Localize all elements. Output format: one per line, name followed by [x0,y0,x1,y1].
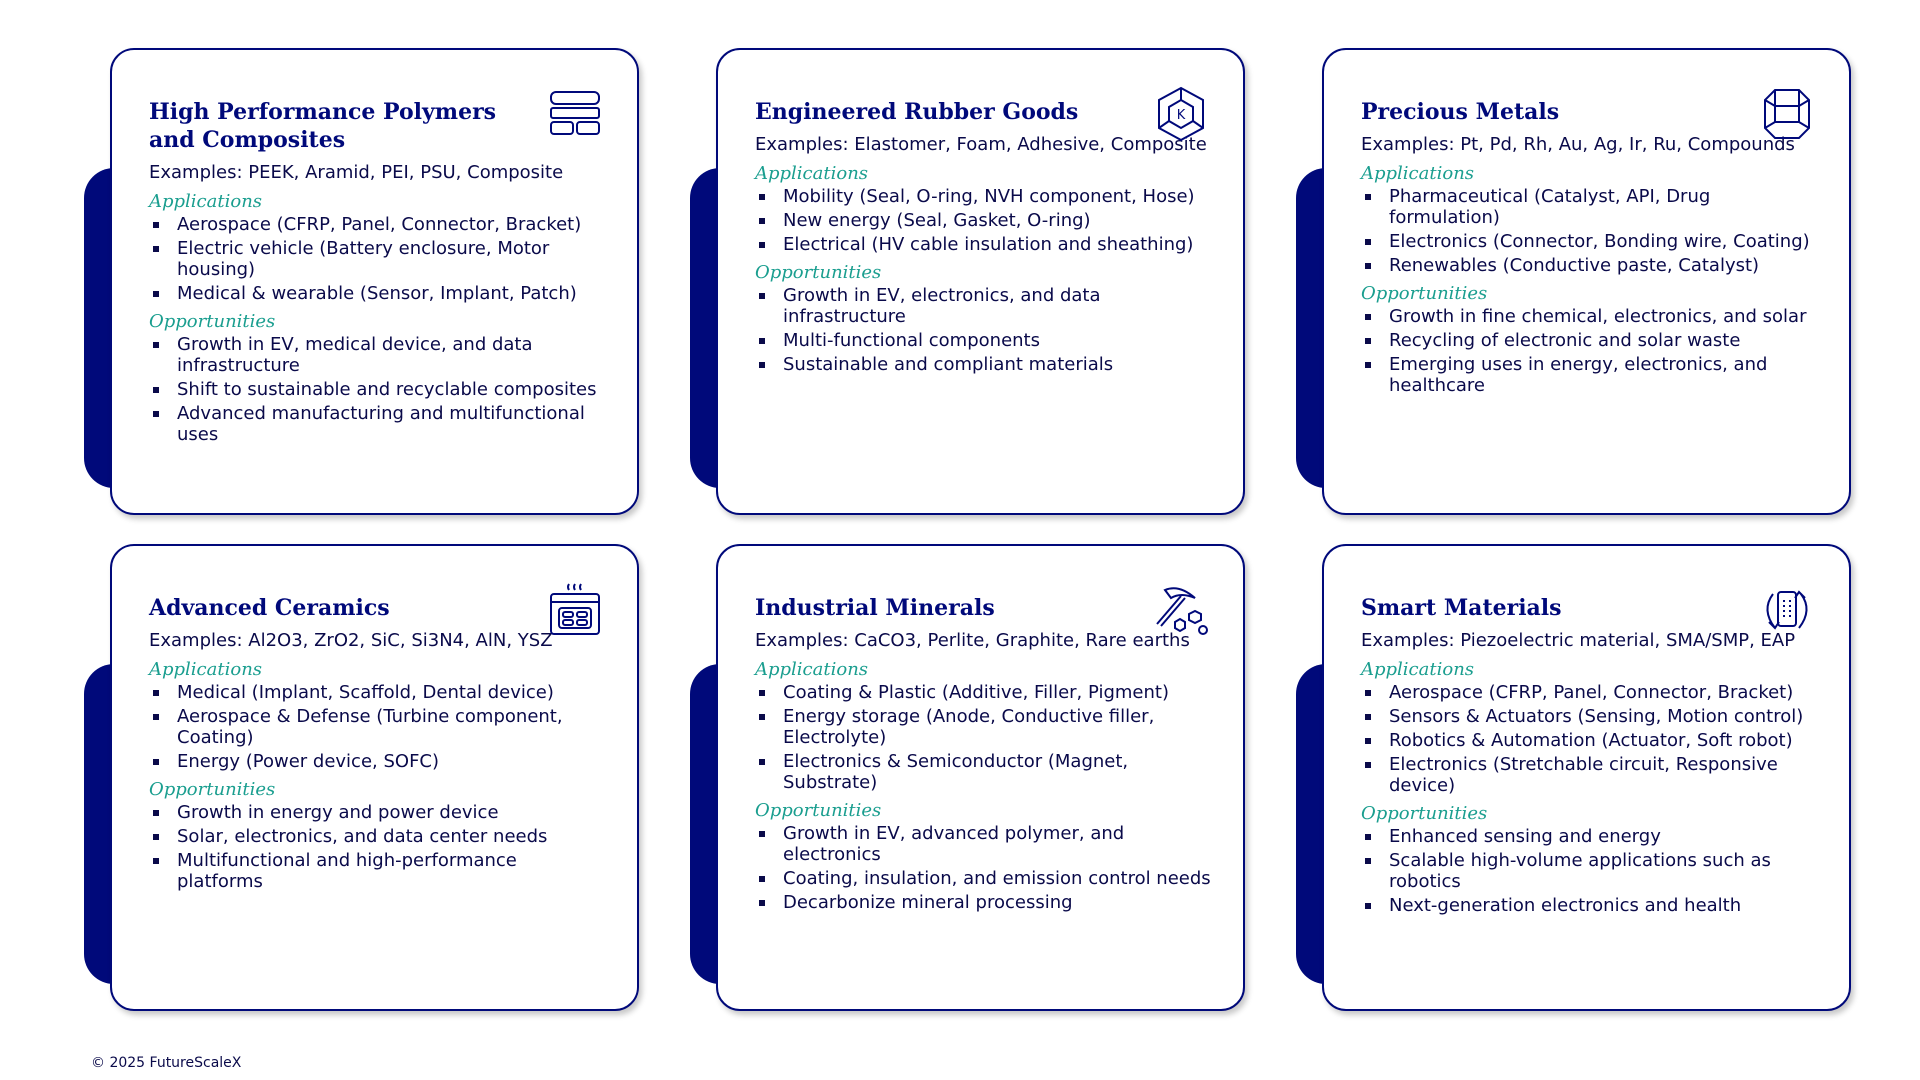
list-item: Electronics & Semiconductor (Magnet, Substrate) [755,751,1213,793]
card-smart-materials [1296,544,1851,1011]
applications-heading: Applications [755,659,869,680]
pickaxe-icon [1151,580,1211,640]
list-item: Medical (Implant, Scaffold, Dental device) [149,682,607,703]
card-minerals [690,544,1245,1011]
applications-list [1361,186,1819,276]
card-examples: Examples: Al2O3, ZrO2, SiC, Si3N4, AlN, YSZ [149,630,553,651]
card-body [716,544,1245,1011]
layers-icon [545,84,605,144]
list-item: Shift to sustainable and recyclable composites [149,379,607,400]
smart-device-icon [1757,580,1817,640]
opportunities-list [1361,826,1819,916]
applications-list [149,214,607,304]
kiln-icon [545,580,605,640]
list-item: Electronics (Connector, Bonding wire, Coating) [1361,231,1819,252]
card-title: Engineered Rubber Goods [755,99,1079,125]
opportunities-list [1361,306,1819,396]
list-item: Coating, insulation, and emission control needs [755,868,1213,889]
card-examples: Examples: Elastomer, Foam, Adhesive, Composite [755,134,1207,155]
list-item: Growth in energy and power device [149,802,607,823]
list-item: Next-generation electronics and health [1361,895,1819,916]
applications-heading: Applications [1361,659,1475,680]
list-item: Robotics & Automation (Actuator, Soft robot) [1361,730,1819,751]
card-body [110,544,639,1011]
list-item: Aerospace & Defense (Turbine component, Coating) [149,706,607,748]
list-item: Energy (Power device, SOFC) [149,751,607,772]
card-body [1322,48,1851,515]
card-body [716,48,1245,515]
list-item: Aerospace (CFRP, Panel, Connector, Bracket) [1361,682,1819,703]
applications-list [755,186,1213,255]
list-item: Growth in EV, advanced polymer, and electronics [755,823,1213,865]
card-examples: Examples: Pt, Pd, Rh, Au, Ag, Ir, Ru, Compounds [1361,134,1795,155]
list-item: Aerospace (CFRP, Panel, Connector, Bracket) [149,214,607,235]
list-item: Renewables (Conductive paste, Catalyst) [1361,255,1819,276]
card-body [1322,544,1851,1011]
opportunities-list [149,802,607,892]
list-item: Decarbonize mineral processing [755,892,1213,913]
card-title: Advanced Ceramics [149,595,390,621]
copyright-footer: © 2025 FutureScaleX [91,1055,242,1071]
applications-heading: Applications [1361,163,1475,184]
opportunities-list [755,823,1213,913]
applications-list [755,682,1213,793]
card-ceramics [84,544,639,1011]
list-item: Medical & wearable (Sensor, Implant, Patch) [149,283,607,304]
list-item: Sensors & Actuators (Sensing, Motion control) [1361,706,1819,727]
svg-text:K: K [1176,108,1186,123]
card-title: Smart Materials [1361,595,1562,621]
list-item: Solar, electronics, and data center needs [149,826,607,847]
list-item: Multifunctional and high-performance platforms [149,850,607,892]
opportunities-list [755,285,1213,375]
applications-heading: Applications [149,659,263,680]
list-item: Multi-functional components [755,330,1213,351]
list-item: Electric vehicle (Battery enclosure, Motor housing) [149,238,607,280]
list-item: Pharmaceutical (Catalyst, API, Drug formulation) [1361,186,1819,228]
list-item: Electrical (HV cable insulation and sheathing) [755,234,1213,255]
card-polymers [84,48,639,515]
card-title: Industrial Minerals [755,595,995,621]
list-item: Enhanced sensing and energy [1361,826,1819,847]
card-examples: Examples: PEEK, Aramid, PEI, PSU, Composite [149,162,564,183]
card-body [110,48,639,515]
opportunities-heading: Opportunities [1361,803,1488,824]
list-item: Electronics (Stretchable circuit, Responsive device) [1361,754,1819,796]
opportunities-heading: Opportunities [149,311,276,332]
card-title: Precious Metals [1361,99,1560,125]
hexagon-k-icon [1151,84,1211,144]
applications-list [1361,682,1819,796]
opportunities-heading: Opportunities [1361,283,1488,304]
card-examples: Examples: Piezoelectric material, SMA/SMP, EAP [1361,630,1796,651]
card-examples: Examples: CaCO3, Perlite, Graphite, Rare earths [755,630,1190,651]
list-item: Growth in EV, electronics, and data infrastructure [755,285,1213,327]
opportunities-list [149,334,607,445]
opportunities-heading: Opportunities [755,262,882,283]
list-item: Recycling of electronic and solar waste [1361,330,1819,351]
list-item: New energy (Seal, Gasket, O-ring) [755,210,1213,231]
applications-heading: Applications [755,163,869,184]
card-rubber [690,48,1245,515]
list-item: Emerging uses in energy, electronics, and healthcare [1361,354,1819,396]
applications-heading: Applications [149,191,263,212]
list-item: Energy storage (Anode, Conductive filler, Electrolyte) [755,706,1213,748]
list-item: Advanced manufacturing and multifunctional uses [149,403,607,445]
prism-icon [1757,84,1817,144]
list-item: Scalable high-volume applications such as robotics [1361,850,1819,892]
opportunities-heading: Opportunities [755,800,882,821]
card-title: High Performance Polymers and Composites [149,99,497,153]
list-item: Mobility (Seal, O-ring, NVH component, Hose) [755,186,1213,207]
list-item: Growth in fine chemical, electronics, and solar [1361,306,1819,327]
opportunities-heading: Opportunities [149,779,276,800]
list-item: Coating & Plastic (Additive, Filler, Pigment) [755,682,1213,703]
applications-list [149,682,607,772]
card-precious-metals [1296,48,1851,515]
list-item: Growth in EV, medical device, and data infrastructure [149,334,607,376]
list-item: Sustainable and compliant materials [755,354,1213,375]
